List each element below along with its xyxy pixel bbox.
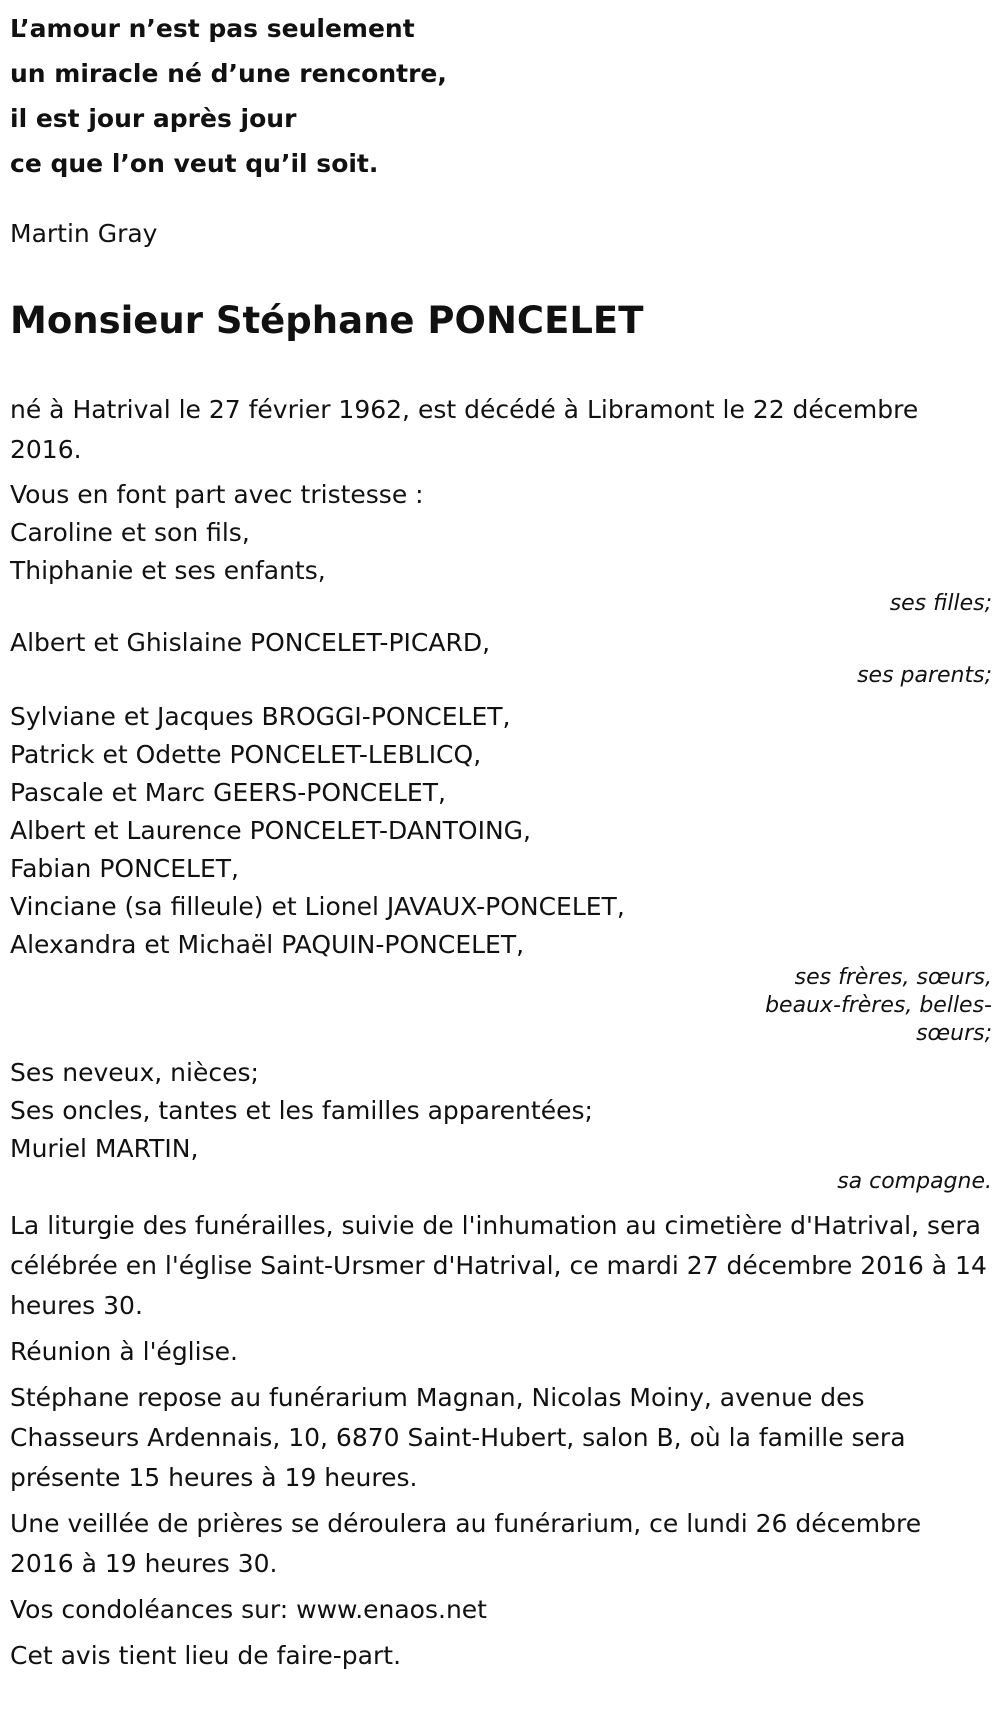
family-member: Pascale et Marc GEERS-PONCELET, — [10, 778, 446, 807]
parents-role: ses parents; — [857, 663, 992, 688]
family-member: Patrick et Odette PONCELET-LEBLICQ, — [10, 740, 482, 769]
family-member: Vinciane (sa filleule) et Lionel JAVAUX-PONCELET, — [10, 892, 625, 921]
family-member: Ses oncles, tantes et les familles apparentées; — [10, 1096, 593, 1125]
family-member: Thiphanie et ses enfants, — [10, 556, 326, 585]
family-member: Fabian PONCELET, — [10, 854, 239, 883]
poem-line: L’amour n’est pas seulement — [10, 14, 415, 43]
obituary-notice — [10, 0, 992, 1676]
family-member: Alexandra et Michaël PAQUIN-PONCELET, — [10, 930, 525, 959]
family-member: Muriel MARTIN, — [10, 1134, 199, 1163]
siblings-role: ses frères, sœurs, — [794, 965, 992, 990]
poem-line: il est jour après jour — [10, 104, 297, 133]
family-member: Albert et Laurence PONCELET-DANTOING, — [10, 816, 531, 845]
meeting-text: Réunion à l'église. — [10, 1337, 238, 1366]
siblings-role: sœurs; — [916, 1021, 992, 1046]
vigil-text: Une veillée de prières se déroulera au funérarium, ce lundi 26 décembre 2016 à 19 heures 30. — [10, 1509, 922, 1578]
family-member: Sylviane et Jacques BROGGI-PONCELET, — [10, 702, 511, 731]
notice-text: Cet avis tient lieu de faire-part. — [10, 1641, 402, 1670]
poem — [10, 0, 992, 186]
family-member: Caroline et son fils, — [10, 518, 250, 547]
poem-line: un miracle né d’une rencontre, — [10, 59, 447, 88]
family-member: Albert et Ghislaine PONCELET-PICARD, — [10, 628, 491, 657]
family-intro: Vous en font part avec tristesse : — [10, 480, 424, 509]
deceased-name: Monsieur Stéphane PONCELET — [10, 299, 644, 342]
siblings-role: beaux-frères, belles- — [765, 993, 992, 1018]
liturgy-text: La liturgie des funérailles, suivie de l'inhumation au cimetière d'Hatrival, sera célébrée en l'église Saint-Ursmer d'Hatrival, ce mardi 27 décembre 2016 à 14 heures 30. — [10, 1211, 987, 1320]
birth-death-text: né à Hatrival le 27 février 1962, est décédé à Libramont le 22 décembre 2016. — [10, 395, 919, 464]
family-section — [10, 476, 992, 1196]
poem-author: Martin Gray — [10, 219, 158, 248]
daughters-role: ses filles; — [889, 591, 992, 616]
family-member: Ses neveux, nièces; — [10, 1058, 259, 1087]
condolences-text: Vos condoléances sur: www.enaos.net — [10, 1595, 487, 1624]
poem-line: ce que l’on veut qu’il soit. — [10, 149, 379, 178]
rest-location-text: Stéphane repose au funérarium Magnan, Nicolas Moiny, avenue des Chasseurs Ardennais, 10, 6870 Saint-Hubert, salon B, où la famille sera présente 15 heures à 19 heures. — [10, 1383, 906, 1492]
partner-role: sa compagne. — [837, 1169, 992, 1194]
